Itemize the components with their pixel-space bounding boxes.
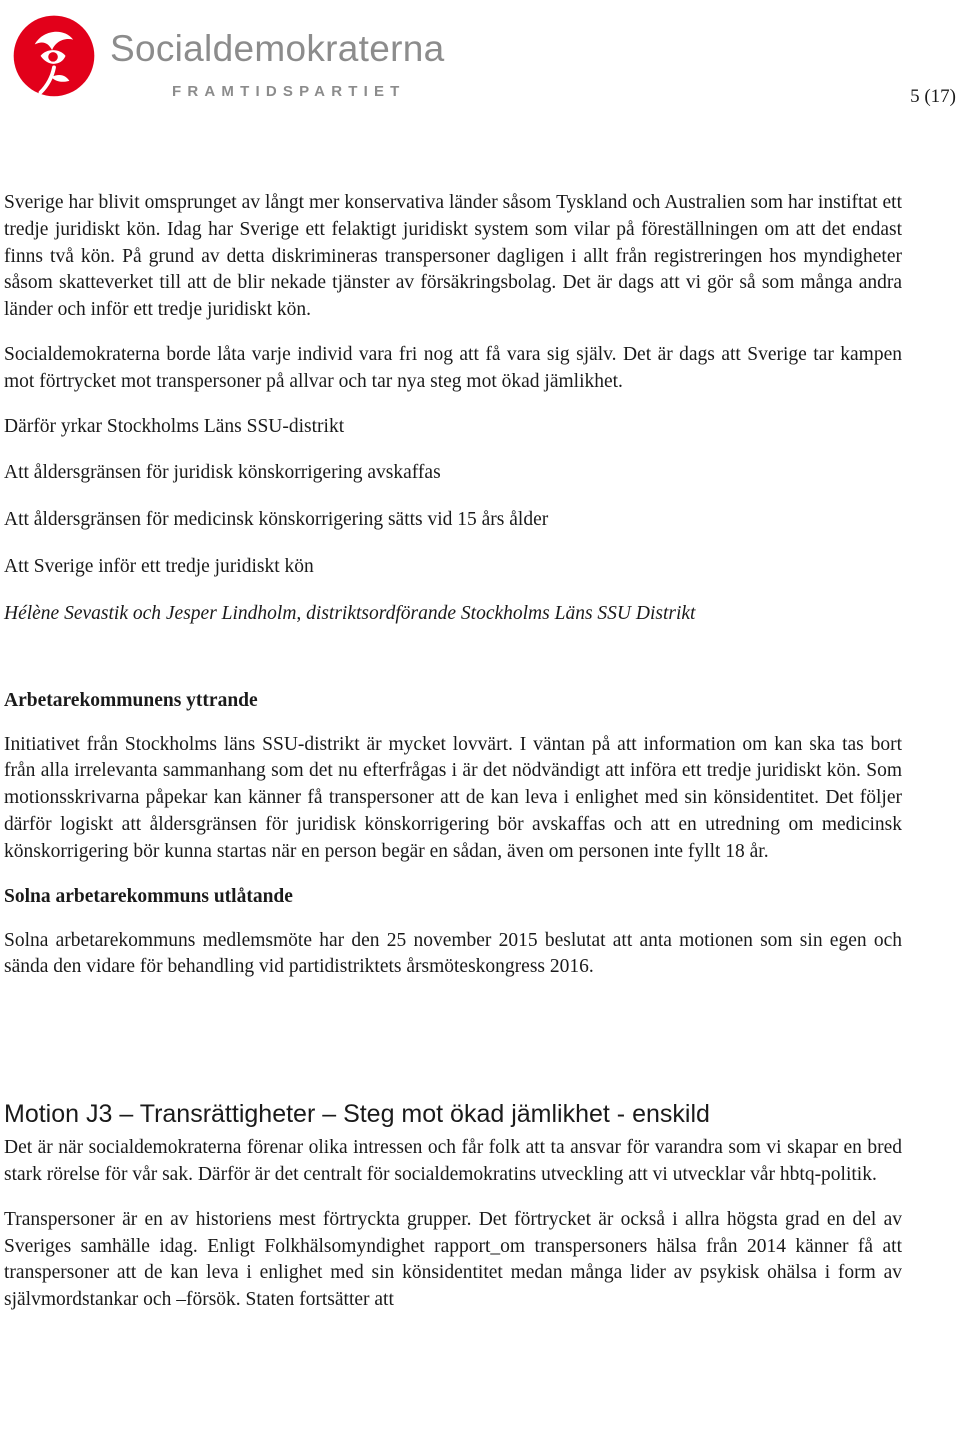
org-name: Socialdemokraterna [110,28,445,69]
demand-item: Att åldersgränsen för medicinsk könskorrigering sätts vid 15 års ålder [4,509,549,531]
motion-j3-paragraph: Transpersoner är en av historiens mest förtryckta grupper. Det förtrycket är också i allra högsta grad en del av Sveriges samhälle idag. Enligt Folkhälsomyndighet rapport_om transpersoners hälsa från 2014 känner få att transpersoner att de kan leva i enlighet med sin könsidentitet medan många lider av psykisk ohälsa i form av självmordstankar och –försök. Staten fortsätter att [4,1208,902,1311]
rose-logo-icon [6,6,102,102]
motion-j3-paragraph: Det är när socialdemokraterna förenar olika intressen och får folk att ta ansvar för varandra som vi skapar en bred stark rörelse för vår sak. Därför är det centralt för socialdemokratins utveckling att vi utvecklar vår hbtq-politik. [4,1137,902,1185]
document-header [0,0,960,110]
verdict-heading: Solna arbetarekommuns utlåtande [4,885,293,907]
motion-paragraph: Sverige har blivit omsprunget av långt mer konservativa länder såsom Tyskland och Australien som har instiftat ett tredje juridiskt kön. Idag har Sverige ett felaktigt juridiskt system som vilar på föreställningen om att det endast finns två kön. På grund av detta diskrimineras transpersoner dagligen i allt från registreringen hos myndigheter såsom skatteverket till att de blir nekade tjänster av försäkringsbolag. Det är dags att vi gör så som många andra länder och inför ett tredje juridiskt kön. [4,192,902,321]
section-spacer [4,999,902,1099]
statement-heading: Arbetarekommunens yttrande [4,689,258,711]
demand-item: Att Sverige inför ett tredje juridiskt kön [4,555,314,577]
statement-text: Initiativet från Stockholms läns SSU-distrikt är mycket lovvärt. I väntan på att information om kan ska tas bort från alla irrelevanta sammanhang som det nu efterfrågas i är det nödvändigt att införa ett tredje juridiskt kön. Som motionsskrivarna påpekar kan känner få transpersoner att de kan leva i enlighet med sin könsidentitet. Det följer därför logiskt att åldersgränsen för juridisk könskorrigering bör avskaffas och att en utredning om medicinsk könskorrigering bör kunna startas när en person begär en sådan, även om personen inte fyllt 18 år. [4,733,902,862]
org-tagline: FRAMTIDSPARTIET [172,83,406,100]
verdict-text: Solna arbetarekommuns medlemsmöte har den 25 november 2015 beslutat att anta motionen som sin egen och sända den vidare för behandling vid partidistriktets årsmöteskongress 2016. [4,929,902,978]
demand-intro: Därför yrkar Stockholms Läns SSU-distrikt [4,415,345,437]
page-number: 5 (17) [910,86,956,107]
signature: Hélène Sevastik och Jesper Lindholm, distriktsordförande Stockholms Läns SSU Distrikt [4,602,696,624]
motion-j3-title: Motion J3 – Transrättigheter – Steg mot ökad jämlikhet - enskild [4,1100,710,1129]
motion-paragraph: Socialdemokraterna borde låta varje individ vara fri nog att få vara sig själv. Det är dags att Sverige tar kampen mot förtrycket mot transpersoner på allvar och tar nya steg mot ökad jämlikhet. [4,343,902,392]
demand-item: Att åldersgränsen för juridisk könskorrigering avskaffas [4,462,441,484]
document-body [4,190,902,1332]
